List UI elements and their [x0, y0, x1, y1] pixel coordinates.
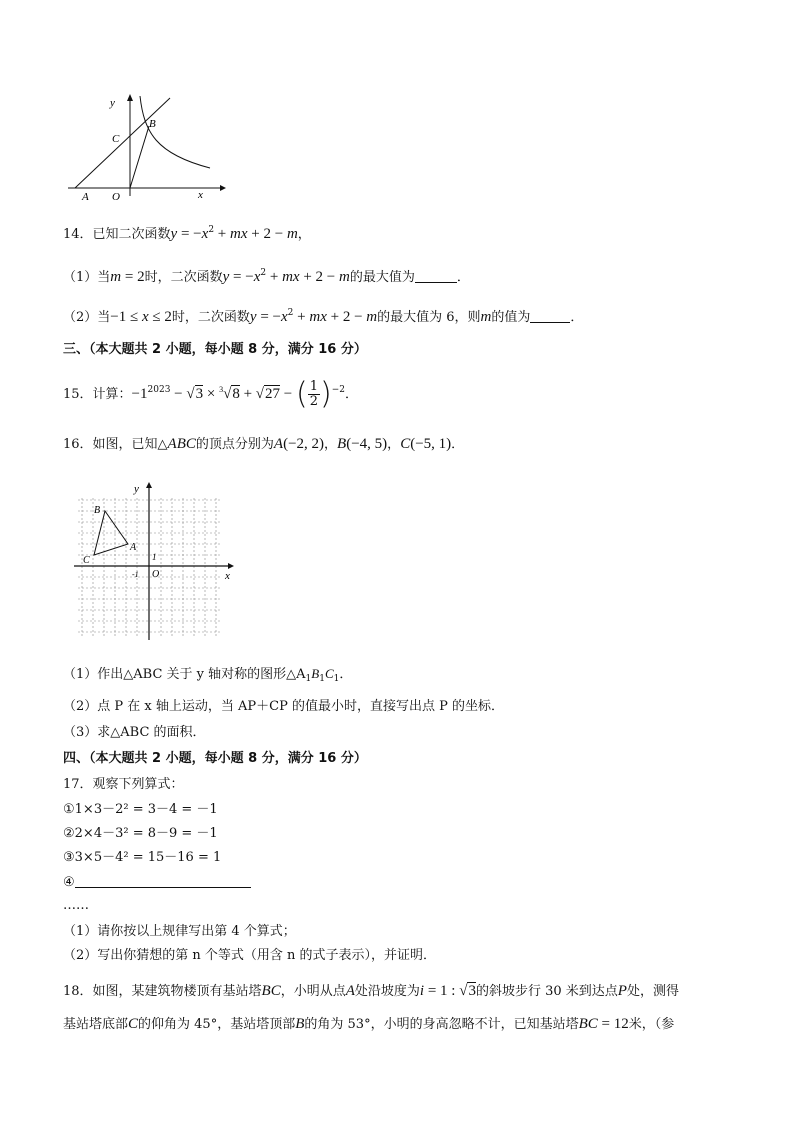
- function-graph-figure: [60, 92, 230, 202]
- grid-figure: [74, 480, 244, 642]
- q17-part2: （2）写出你猜想的第 n 个等式（用含 n 的式子表示），并证明．: [63, 948, 437, 963]
- label-y: y: [110, 97, 115, 109]
- label-y: y: [134, 483, 139, 495]
- label-a: A: [130, 542, 137, 553]
- label-o: O: [152, 569, 160, 580]
- answer-blank[interactable]: [75, 873, 251, 888]
- label-x: x: [198, 189, 203, 201]
- answer-blank[interactable]: [415, 268, 457, 283]
- q17-row1: ①1×3－2² = 3－4 = －1: [63, 802, 218, 817]
- q17-row3: ③3×5－4² = 15－16 = 1: [63, 850, 222, 865]
- segment-ob: [130, 126, 149, 188]
- label-b: B: [94, 505, 101, 516]
- section-3-heading: 三、（本大题共 2 小题，每小题 8 分，满分 16 分）: [63, 342, 367, 357]
- label-c: C: [112, 133, 120, 145]
- label-b: B: [149, 118, 156, 130]
- y-axis-arrow: [127, 94, 133, 101]
- q14-part2: （2）当−1 ≤ x ≤ 2时，二次函数$y = -x^2$ + mx + 2 − m的最大值为 6，则m的值为 ．: [63, 308, 584, 325]
- linear-function-line: [75, 98, 170, 188]
- q17-row2: ②2×4－3² = 8－9 = －1: [63, 826, 218, 841]
- q17-row4: ④: [63, 873, 251, 893]
- q14-stem: 14．已知二次函数$y = -x^2$ + mx + 2 − m，: [63, 225, 311, 242]
- q16-part3: （3）求△ABC 的面积．: [63, 725, 206, 740]
- q18-line1: 18．如图，某建筑物楼顶有基站塔BC，小明从点A处沿坡度为i = 1 : √3的斜坡步行 30 米到达点P处，测得: [63, 983, 679, 999]
- q14-part1: （1）当m = 2时，二次函数$y = -x^2$ + mx + 2 − m的最大值为 ．: [63, 268, 470, 285]
- q17-part1: （1）请你按以上规律写出第 4 个算式；: [63, 924, 296, 939]
- answer-blank[interactable]: [530, 308, 570, 323]
- q16-part1: （1）作出△ABC 关于 y 轴对称的图形$\triangle A_1B_1C_1$．: [63, 666, 353, 684]
- label-minus-one: -1: [132, 570, 139, 579]
- label-a: A: [82, 191, 89, 202]
- q15-line: 15．计算：$-1^{2023} - √3 \times ^3√8 + √27$ − ( $\frac{1}{2}$ )$^{-2}$．: [63, 376, 359, 412]
- x-axis-arrow: [220, 185, 226, 191]
- q18-line2: 基站塔底部C的仰角为 45°，基站塔顶部B的角为 53°，小明的身高忽略不计，已知基站塔BC = 12米，（参: [63, 1016, 675, 1032]
- label-c: C: [83, 555, 90, 566]
- q16-part2: （2）点 P 在 x 轴上运动，当 AP＋CP 的值最小时，直接写出点 P 的坐标．: [63, 699, 504, 714]
- q17-stem: 17．观察下列算式：: [63, 777, 184, 792]
- y-axis-arrow: [146, 482, 152, 488]
- x-axis-arrow: [228, 563, 234, 569]
- q16-stem: 16．如图，已知△ABC的顶点分别为A(−2, 2)，B(−4, 5)，C(−5, 1)．: [63, 436, 465, 452]
- hyperbola-curve: [140, 96, 210, 168]
- section-4-heading: 四、（本大题共 2 小题，每小题 8 分，满分 16 分）: [63, 751, 367, 766]
- q17-ellipsis: ……: [63, 898, 89, 913]
- label-x: x: [225, 570, 230, 582]
- label-one: 1: [152, 552, 157, 562]
- label-o: O: [112, 191, 120, 202]
